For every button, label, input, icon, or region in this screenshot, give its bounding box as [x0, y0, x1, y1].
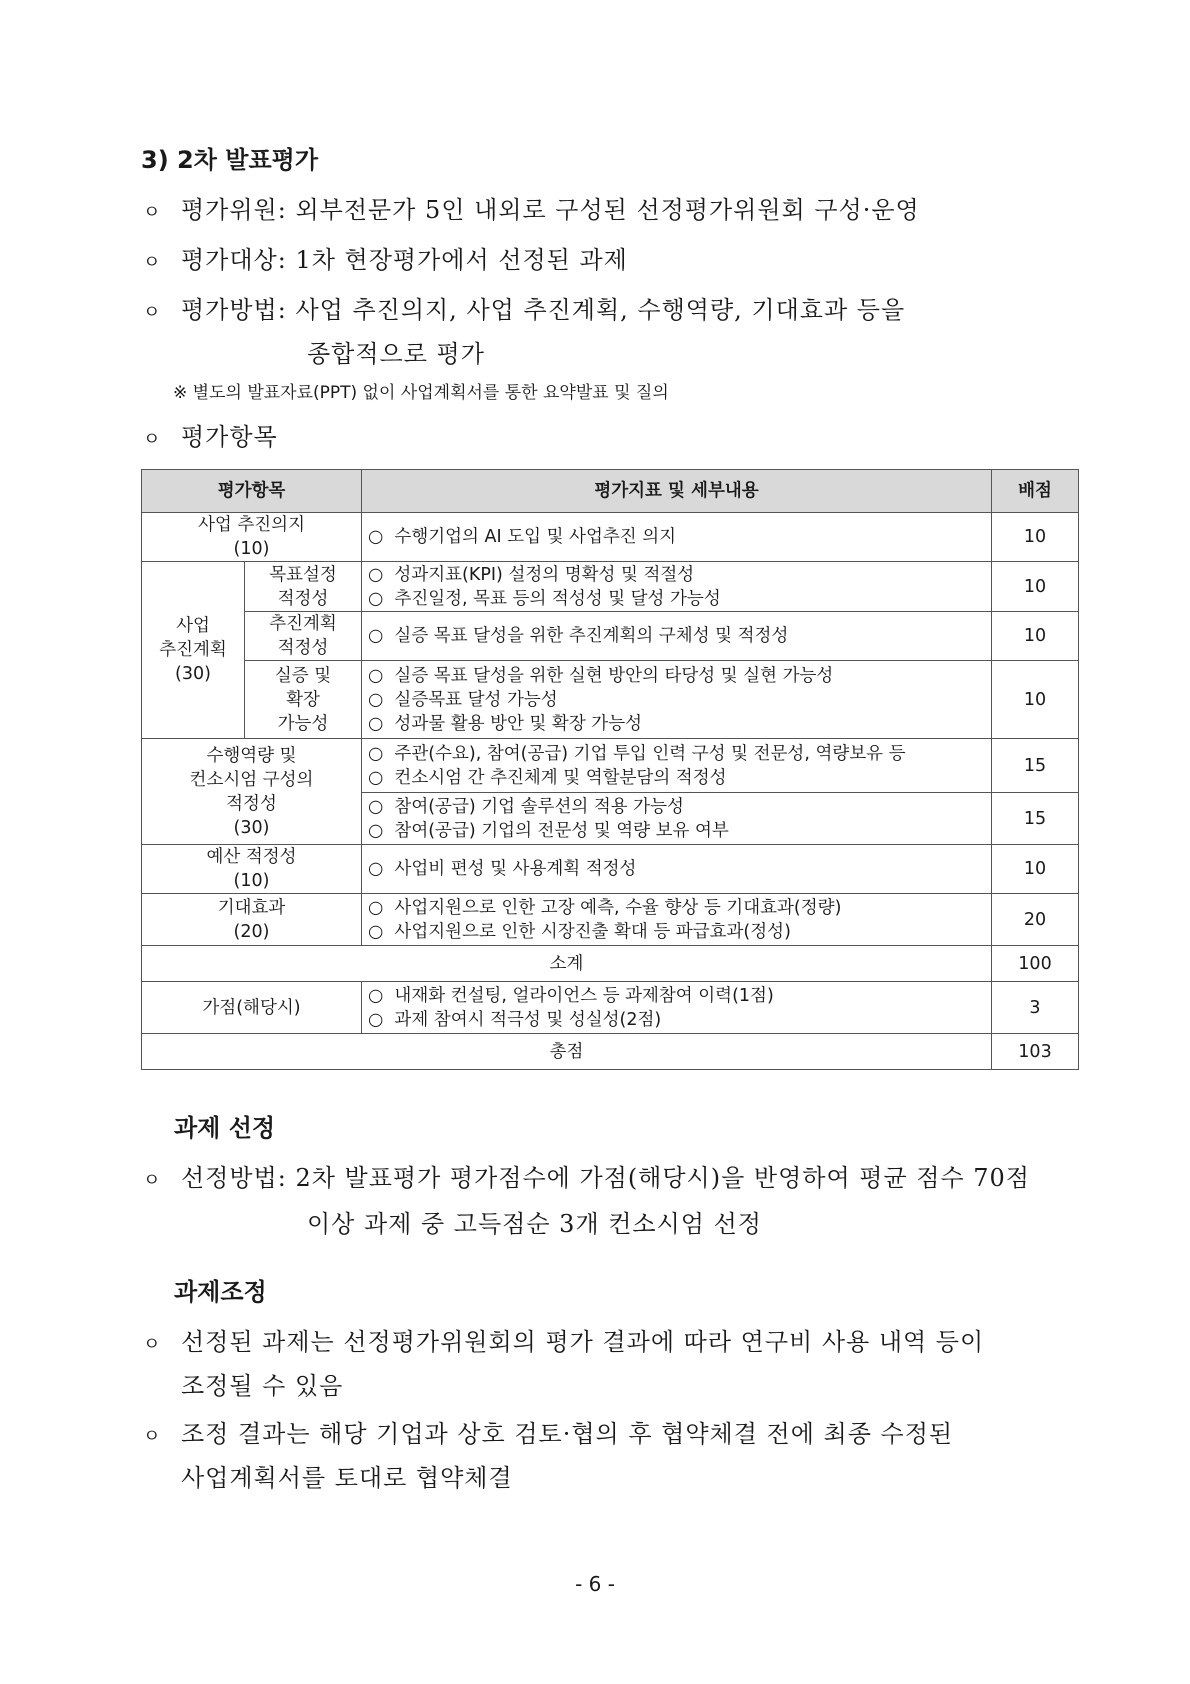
- evaluation-table: [141, 469, 1079, 1070]
- indicator-cell: [362, 739, 992, 793]
- score-cell: 10: [992, 661, 1079, 739]
- list-item: ○ 성과지표(KPI) 설정의 명확성 및 적절성: [368, 564, 695, 585]
- selection-heading: 과제 선정: [174, 1113, 276, 1142]
- score-cell: 15: [992, 793, 1079, 845]
- list-item: ○ 성과물 활용 방안 및 확장 가능성: [368, 713, 642, 734]
- subcategory-cell: 추진계획 적정성: [245, 612, 362, 661]
- list-item: ○ 과제 참여시 적극성 및 성실성(2점): [368, 1009, 662, 1030]
- table-row: [142, 739, 1079, 793]
- table-row: [142, 562, 1079, 612]
- section-heading: 3) 2차 발표평가: [141, 146, 318, 174]
- indicator-cell: [362, 793, 992, 845]
- list-item: ○ 추진일정, 목표 등의 적성성 및 달성 가능성: [368, 588, 721, 609]
- table-row: [142, 845, 1079, 894]
- adjust-bullet-1-cont: 조정될 수 있음: [181, 1372, 344, 1400]
- bullet-glyph: ㅇ: [143, 1334, 162, 1355]
- bullet-text: 평가위원: 외부전문가 5인 내외로 구성된 선정평가위원회 구성·운영: [181, 196, 920, 224]
- indicator-cell: [362, 894, 992, 946]
- table-row: [142, 894, 1079, 946]
- total-score: 103: [992, 1034, 1079, 1070]
- list-item: ○ 사업지원으로 인한 시장진출 확대 등 파급효과(정성): [368, 921, 791, 942]
- category-cell: [142, 513, 362, 562]
- table-row: [142, 661, 1079, 739]
- bullet-glyph: ㅇ: [143, 252, 162, 273]
- subcategory-cell: 목표설정 적정성: [245, 562, 362, 612]
- list-item: ○ 수행기업의 AI 도입 및 사업추진 의지: [368, 527, 677, 547]
- list-item: ○ 실증 목표 달성을 위한 실현 방안의 타당성 및 실현 가능성: [368, 665, 834, 686]
- category-points: (10): [233, 539, 270, 559]
- list-item: ○ 실증목표 달성 가능성: [368, 689, 558, 710]
- category-cell: 수행역량 및 컨소시엄 구성의 적정성 (30): [142, 739, 362, 845]
- list-item: ○ 실증 목표 달성을 위한 추진계획의 구체성 및 적정성: [368, 626, 789, 646]
- bullet-method: [143, 290, 905, 325]
- table-header-row: [142, 470, 1079, 513]
- bullet-text: 평가방법: 사업 추진의지, 사업 추진계획, 수행역량, 기대효과 등을: [181, 296, 906, 324]
- list-item: ○ 사업지원으로 인한 고장 예측, 수율 향상 등 기대효과(정량): [368, 897, 842, 918]
- list-item: ○ 참여(공급) 기업의 전문성 및 역량 보유 여부: [368, 820, 729, 841]
- selection-cont: 이상 과제 중 고득점순 3개 컨소시엄 선정: [307, 1210, 762, 1238]
- bullet-glyph: ㅇ: [143, 1426, 162, 1447]
- table-row: [142, 982, 1079, 1034]
- table-row: [142, 513, 1079, 562]
- score-cell: 10: [992, 513, 1079, 562]
- indicator-cell: [362, 612, 992, 661]
- category-cell: 예산 적정성 (10): [142, 845, 362, 894]
- bullet-text: 선정방법: 2차 발표평가 평가점수에 가점(해당시)을 반영하여 평균 점수 70점: [181, 1164, 1030, 1192]
- header-indicator: 평가지표 및 세부내용: [362, 470, 992, 513]
- header-category: 평가항목: [142, 470, 362, 513]
- total-row: [142, 1034, 1079, 1070]
- total-label: 총점: [142, 1034, 992, 1070]
- bullet-committee: [143, 190, 920, 225]
- category-label: 사업 추진의지: [198, 515, 305, 535]
- bullet-text: 평가대상: 1차 현장평가에서 선정된 과제: [181, 246, 628, 274]
- adjust-bullet-2: [143, 1414, 953, 1449]
- note: ※ 별도의 발표자료(PPT) 없이 사업계획서를 통한 요약발표 및 질의: [173, 383, 669, 403]
- score-cell: 20: [992, 894, 1079, 946]
- bullet-glyph: ㅇ: [143, 202, 162, 223]
- page-number: - 6 -: [575, 1572, 615, 1596]
- bullet-method-cont: 종합적으로 평가: [307, 340, 485, 368]
- table-row: [142, 612, 1079, 661]
- category-cell: 기대효과 (20): [142, 894, 362, 946]
- bullet-text: 조정 결과는 해당 기업과 상호 검토·협의 후 협약체결 전에 최종 수정된: [181, 1420, 954, 1448]
- selection-bullet: [143, 1158, 1030, 1193]
- list-item: ○ 컨소시엄 간 추진체계 및 역할분담의 적정성: [368, 767, 727, 788]
- bullet-glyph: ㅇ: [143, 429, 162, 450]
- bullet-items: [143, 417, 278, 452]
- list-item: ○ 내재화 컨설팅, 얼라이언스 등 과제참여 이력(1점): [368, 985, 774, 1006]
- list-item: ○ 사업비 편성 및 사용계획 적정성: [368, 859, 637, 879]
- adjust-bullet-2-cont: 사업계획서를 토대로 협약체결: [181, 1464, 513, 1492]
- indicator-cell: [362, 513, 992, 562]
- adjust-heading: 과제조정: [174, 1277, 267, 1306]
- header-score: 배점: [992, 470, 1079, 513]
- indicator-cell: [362, 982, 992, 1034]
- list-item: ○ 주관(수요), 참여(공급) 기업 투입 인력 구성 및 전문성, 역량보유 등: [368, 743, 906, 764]
- score-cell: 10: [992, 845, 1079, 894]
- score-cell: 3: [992, 982, 1079, 1034]
- indicator-cell: [362, 562, 992, 612]
- bullet-target: [143, 240, 628, 275]
- list-item: ○ 참여(공급) 기업 솔루션의 적용 가능성: [368, 796, 684, 817]
- subtotal-label: 소계: [142, 946, 992, 982]
- indicator-cell: [362, 845, 992, 894]
- bullet-text: 평가항목: [181, 423, 278, 451]
- subcategory-cell: 실증 및 확장 가능성: [245, 661, 362, 739]
- category-cell: 가점(해당시): [142, 982, 362, 1034]
- bullet-glyph: ㅇ: [143, 1170, 162, 1191]
- indicator-cell: [362, 661, 992, 739]
- adjust-bullet-1: [143, 1322, 984, 1357]
- score-cell: 10: [992, 612, 1079, 661]
- score-cell: 15: [992, 739, 1079, 793]
- bullet-glyph: ㅇ: [143, 302, 162, 323]
- subtotal-row: [142, 946, 1079, 982]
- score-cell: 10: [992, 562, 1079, 612]
- subtotal-score: 100: [992, 946, 1079, 982]
- category-cell: 사업 추진계획 (30): [142, 562, 245, 739]
- bullet-text: 선정된 과제는 선정평가위원회의 평가 결과에 따라 연구비 사용 내역 등이: [181, 1328, 985, 1356]
